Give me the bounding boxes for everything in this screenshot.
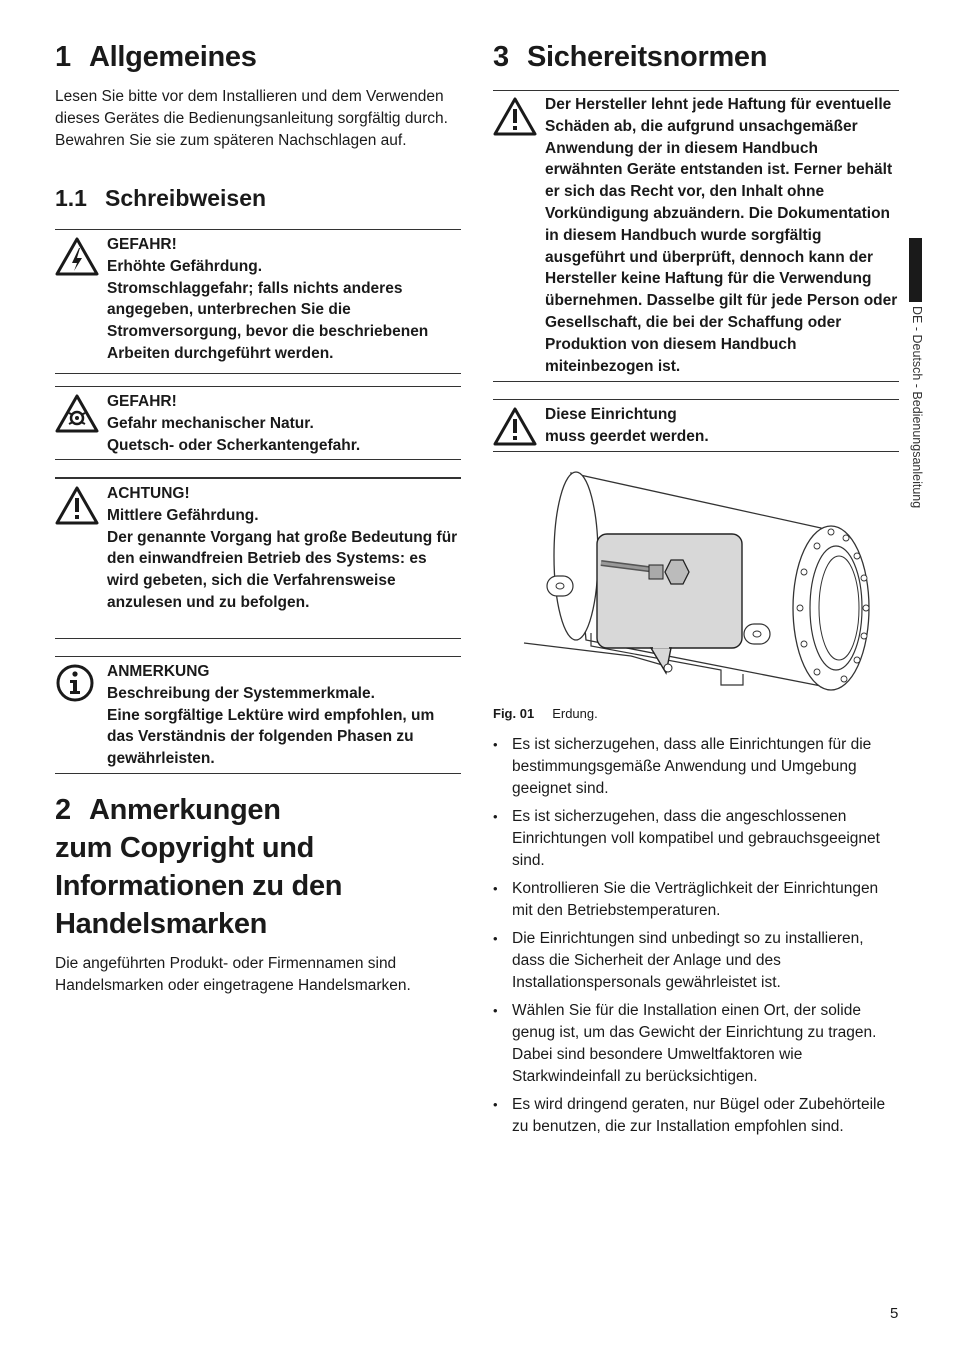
section-3-heading: 3 Sichereitsnormen xyxy=(493,41,768,73)
note-box xyxy=(55,656,461,774)
page-number: 5 xyxy=(890,1305,899,1322)
box-body: Stromschlaggefahr; falls nichts anderes angegeben, unterbrechen Sie die Stromversorgung, bevor die beschriebenen Arbeiten durchgeführt werden. xyxy=(107,279,429,362)
electric-hazard-icon xyxy=(55,234,107,369)
figure-grounding xyxy=(521,468,881,698)
box-subtitle: Beschreibung der Systemmerkmale. xyxy=(107,684,375,702)
danger-mechanical-box xyxy=(55,386,461,460)
section-1-1-heading: 1.1 Schreibweisen xyxy=(55,185,267,211)
warning-icon xyxy=(493,404,545,447)
box-body: Der genannte Vorgang hat große Bedeutung für den einwandfreien Betrieb des Systems: es wird gebeten, sich die Verfahrensweise anzulesen und zu befolgen. xyxy=(107,528,458,611)
box-title: ANMERKUNG xyxy=(107,663,210,680)
section-1-intro: Lesen Sie bitte vor dem Installieren und dem Verwenden dieses Gerätes die Bedienungsanleitung sorgfältig durch. Bewahren Sie sie zum späteren Nachschlagen auf. xyxy=(55,88,448,149)
safety-bullet-list xyxy=(493,734,899,1144)
danger-electric-box xyxy=(55,229,461,374)
figure-caption-text: Erdung. xyxy=(552,706,598,721)
attention-box xyxy=(55,477,461,639)
box-title: GEFAHR! xyxy=(107,393,177,410)
figure-label: Fig. 01 xyxy=(493,706,535,721)
info-icon xyxy=(55,661,107,769)
box-body: Quetsch- oder Scherkantengefahr. xyxy=(107,436,361,454)
warning-icon xyxy=(55,483,107,634)
list-item: • Die Einrichtungen sind unbedingt so zu installieren, dass die Sicherheit der Anlage und des Installationspersonals gewährleistet ist. xyxy=(493,928,899,994)
box-body: Eine sorgfältige Lektüre wird empfohlen, um das Verständnis der folgenden Phasen zu gewährleisten. xyxy=(107,706,435,768)
box-title: ACHTUNG! xyxy=(107,485,190,502)
box-subtitle: Mittlere Gefährdung. xyxy=(107,506,259,524)
list-item: • Wählen Sie für die Installation einen Ort, der solide genug ist, um das Gewicht der Einrichtung zu tragen. Dabei sind besondere Umweltfaktoren wie Starkwindeinfall zu berücksichtigen. xyxy=(493,1000,899,1088)
list-item: • Es wird dringend geraten, nur Bügel oder Zubehörteile zu benutzen, die zur Installation empfohlen sind. xyxy=(493,1094,899,1138)
section-2-heading: 2 Anmerkungen zum Copyright und Informationen zu den Handelsmarken xyxy=(55,794,343,940)
chapter-tab-marker xyxy=(909,238,922,302)
side-label: DE - Deutsch - Bedienungsanleitung xyxy=(910,306,924,509)
section-1-heading: 1 Allgemeines xyxy=(55,41,257,73)
ground-warning-box: Diese Einrichtung muss geerdet werden. xyxy=(493,399,899,452)
box-subtitle: Erhöhte Gefährdung. xyxy=(107,257,262,275)
grounding-illustration xyxy=(521,468,881,698)
figure-caption xyxy=(493,706,598,721)
section-2-text: Die angeführten Produkt- oder Firmennamen sind Handelsmarken oder eingetragene Handelsmarken. xyxy=(55,955,411,994)
warning-icon xyxy=(493,94,545,377)
list-item: • Kontrollieren Sie die Verträglichkeit der Einrichtungen mit den Betriebstemperaturen. xyxy=(493,878,899,922)
liability-warning-box xyxy=(493,90,899,382)
mechanical-hazard-icon xyxy=(55,391,107,455)
list-item: • Es ist sicherzugehen, dass alle Einrichtungen für die bestimmungsgemäße Anwendung und Umgebung geeignet sind. xyxy=(493,734,899,800)
box-subtitle: Gefahr mechanischer Natur. xyxy=(107,414,314,432)
liability-warning-text: Der Hersteller lehnt jede Haftung für eventuelle Schäden ab, die aufgrund unsachgemäßer Anwendung der in diesem Handbuch erwähnten Geräte entstanden ist. Ferner behält er sich das Recht vor, den Inhalt ohne Vorkündigung abzuändern. Die Dokumentation in diesem Handbuch wurde sorgfältig ausgeführt und überprüft, dennoch kann der Hersteller keine Haftung für die Verwendung übernehmen. Dasselbe gilt für jede Person oder Gesellschaft, die bei der Schaffung oder Produktion von diesem Handbuch miteinbezogen ist. xyxy=(545,96,898,375)
list-item: • Es ist sicherzugehen, dass die angeschlossenen Einrichtungen voll kompatibel und gebrauchsgeeignet sind. xyxy=(493,806,899,872)
box-title: GEFAHR! xyxy=(107,236,177,253)
